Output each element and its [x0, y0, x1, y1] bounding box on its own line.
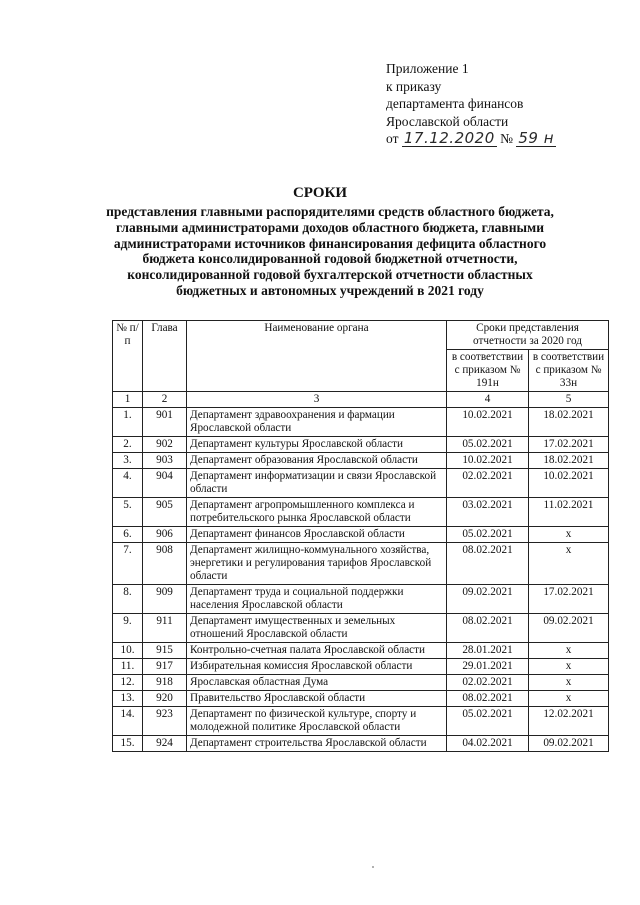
row-deadline-33: 09.02.2021	[529, 736, 609, 752]
row-chapter: 918	[143, 675, 187, 691]
row-deadline-191: 02.02.2021	[447, 675, 529, 691]
table-row	[113, 614, 609, 643]
header-num: № п/п	[113, 321, 143, 392]
row-deadline-191: 05.02.2021	[447, 707, 529, 736]
row-deadline-33: х	[529, 527, 609, 543]
row-deadline-33: х	[529, 643, 609, 659]
row-chapter: 917	[143, 659, 187, 675]
row-organization-name: Ярославская областная Дума	[187, 675, 447, 691]
row-chapter: 905	[143, 498, 187, 527]
row-number: 10.	[113, 643, 143, 659]
appendix-date-line	[386, 130, 626, 148]
row-organization-name: Департамент здравоохранения и фармации Ярославской области	[187, 408, 447, 437]
row-number: 8.	[113, 585, 143, 614]
table-row	[113, 408, 609, 437]
handwritten-date: 17.12.2020	[403, 129, 495, 147]
row-chapter: 924	[143, 736, 187, 752]
row-organization-name: Департамент жилищно-коммунального хозяйства, энергетики и регулирования тарифов Ярославской области	[187, 543, 447, 585]
row-chapter: 911	[143, 614, 187, 643]
row-chapter: 902	[143, 437, 187, 453]
header-order-33: в соответствии с приказом № 33н	[529, 350, 609, 392]
row-organization-name: Департамент строительства Ярославской области	[187, 736, 447, 752]
row-deadline-33: х	[529, 691, 609, 707]
table-row	[113, 643, 609, 659]
row-deadline-33: х	[529, 659, 609, 675]
row-deadline-191: 28.01.2021	[447, 643, 529, 659]
document-title: СРОКИ	[292, 185, 348, 201]
row-deadline-33: 10.02.2021	[529, 469, 609, 498]
appendix-line-1: Приложение 1	[386, 61, 469, 76]
appendix-line-2: к приказу	[386, 78, 442, 94]
row-chapter: 904	[143, 469, 187, 498]
table-row	[113, 659, 609, 675]
table-row	[113, 437, 609, 453]
row-chapter: 923	[143, 707, 187, 736]
row-deadline-33: х	[529, 543, 609, 585]
row-chapter: 909	[143, 585, 187, 614]
row-organization-name: Департамент по физической культуре, спорту и молодежной политике Ярославской области	[187, 707, 447, 736]
row-deadline-33: 17.02.2021	[529, 437, 609, 453]
date-prefix: от	[386, 131, 399, 146]
table-row	[113, 585, 609, 614]
table-row	[113, 469, 609, 498]
row-number: 4.	[113, 469, 143, 498]
row-deadline-191: 10.02.2021	[447, 408, 529, 437]
appendix-block	[386, 60, 626, 148]
row-deadline-191: 08.02.2021	[447, 691, 529, 707]
table-row	[113, 691, 609, 707]
header-chapter: Глава	[143, 321, 187, 392]
row-number: 9.	[113, 614, 143, 643]
header-name: Наименование органа	[187, 321, 447, 392]
row-number: 15.	[113, 736, 143, 752]
appendix-line-3: департамента финансов	[386, 96, 524, 111]
row-deadline-191: 05.02.2021	[447, 437, 529, 453]
row-number: 13.	[113, 691, 143, 707]
row-organization-name: Контрольно-счетная палата Ярославской области	[187, 643, 447, 659]
table-row	[113, 543, 609, 585]
row-deadline-33: 12.02.2021	[529, 707, 609, 736]
table-row	[113, 498, 609, 527]
row-organization-name: Департамент образования Ярославской области	[187, 453, 447, 469]
row-number: 6.	[113, 527, 143, 543]
row-number: 11.	[113, 659, 143, 675]
row-organization-name: Департамент труда и социальной поддержки населения Ярославской области	[187, 585, 447, 614]
row-number: 1.	[113, 408, 143, 437]
table-row	[113, 675, 609, 691]
row-deadline-191: 03.02.2021	[447, 498, 529, 527]
table-row	[113, 707, 609, 736]
row-number: 7.	[113, 543, 143, 585]
table-body	[113, 408, 609, 752]
table-row	[113, 453, 609, 469]
table-row	[113, 527, 609, 543]
row-deadline-191: 05.02.2021	[447, 527, 529, 543]
header-deadlines: Сроки представления отчетности за 2020 год	[447, 321, 609, 350]
column-number-1: 1	[113, 392, 143, 408]
row-chapter: 906	[143, 527, 187, 543]
row-deadline-191: 29.01.2021	[447, 659, 529, 675]
header-order-191: в соответствии с приказом № 191н	[447, 350, 529, 392]
row-deadline-191: 08.02.2021	[447, 543, 529, 585]
scan-speck	[372, 866, 374, 868]
row-deadline-191: 09.02.2021	[447, 585, 529, 614]
row-deadline-191: 08.02.2021	[447, 614, 529, 643]
column-number-3: 3	[187, 392, 447, 408]
column-number-2: 2	[143, 392, 187, 408]
row-deadline-191: 02.02.2021	[447, 469, 529, 498]
row-organization-name: Департамент агропромышленного комплекса и потребительского рынка Ярославской области	[187, 498, 447, 527]
row-chapter: 915	[143, 643, 187, 659]
row-deadline-191: 10.02.2021	[447, 453, 529, 469]
handwritten-number: 59 н	[518, 129, 555, 147]
row-organization-name: Избирательная комиссия Ярославской области	[187, 659, 447, 675]
row-organization-name: Департамент информатизации и связи Ярославской области	[187, 469, 447, 498]
appendix-line-4: Ярославской области	[386, 113, 509, 129]
row-deadline-33: х	[529, 675, 609, 691]
row-organization-name: Департамент финансов Ярославской области	[187, 527, 447, 543]
document-subtitle: представления главными распорядителями средств областного бюджета, главными администраторами доходов областного бюджета, главными администраторами источников финансирования дефицита областного бюджета консолидированной годовой бюджетной отчетности, консолидированной годовой бухгалтерской отчетности областных бюджетных и автономных учреждений в 2021 году	[106, 204, 554, 298]
row-deadline-33: 17.02.2021	[529, 585, 609, 614]
row-chapter: 901	[143, 408, 187, 437]
row-number: 5.	[113, 498, 143, 527]
deadlines-table	[112, 320, 609, 752]
table-row	[113, 736, 609, 752]
row-number: 3.	[113, 453, 143, 469]
row-deadline-33: 09.02.2021	[529, 614, 609, 643]
row-deadline-33: 11.02.2021	[529, 498, 609, 527]
row-organization-name: Департамент культуры Ярославской области	[187, 437, 447, 453]
row-number: 2.	[113, 437, 143, 453]
row-deadline-191: 04.02.2021	[447, 736, 529, 752]
row-organization-name: Департамент имущественных и земельных отношений Ярославской области	[187, 614, 447, 643]
row-chapter: 903	[143, 453, 187, 469]
number-prefix: №	[500, 131, 514, 146]
column-number-5: 5	[529, 392, 609, 408]
row-organization-name: Правительство Ярославской области	[187, 691, 447, 707]
row-deadline-33: 18.02.2021	[529, 453, 609, 469]
row-chapter: 908	[143, 543, 187, 585]
row-deadline-33: 18.02.2021	[529, 408, 609, 437]
row-number: 14.	[113, 707, 143, 736]
column-number-4: 4	[447, 392, 529, 408]
row-number: 12.	[113, 675, 143, 691]
row-chapter: 920	[143, 691, 187, 707]
